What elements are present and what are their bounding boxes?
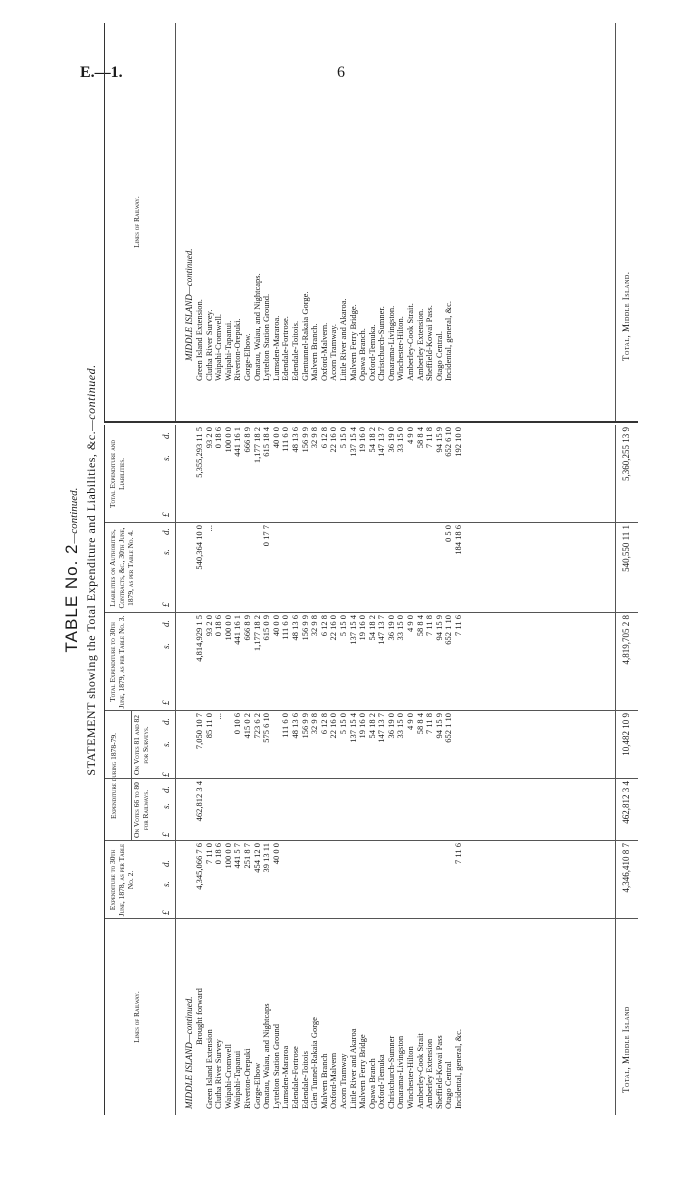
page-number: 6: [337, 64, 345, 81]
cell-c5: 540,364 10 0: [194, 525, 204, 570]
right-row-line-name: Waipahi-Cromwell.: [213, 313, 224, 381]
right-row-line-name: Amberley Extension.: [414, 308, 425, 381]
row-line-name: Sheffield-Kowai Pass: [433, 1035, 444, 1109]
cell-c6: 54 18 2: [366, 427, 377, 453]
table-row: [349, 425, 359, 1115]
row-line-name: Clutha River Survey: [213, 1039, 224, 1109]
table-row: [233, 425, 243, 1115]
lsd-label: s.: [161, 455, 171, 461]
cell-c3: 111 6 0: [280, 713, 291, 738]
right-row-line-name: Incidental, general, &c.: [443, 300, 454, 381]
cell-c6: 22 16 0: [328, 427, 339, 453]
right-row-line-name: Glentunnel-Rakaia Gorge.: [299, 291, 310, 381]
cell-c4: 33 15 0: [395, 615, 406, 641]
statement-subtitle: [84, 25, 99, 1115]
cell-c4: 36 19 0: [385, 615, 396, 641]
cell-c4: 1,177 18 2: [251, 615, 262, 652]
right-row-line-name: Oxford-Temuka.: [366, 324, 377, 381]
report-code: E.—1.: [80, 64, 123, 81]
row-line-name: Malvern Ferry Bridge: [357, 1034, 368, 1109]
right-col-lines-head: Lines of Railway.: [132, 196, 141, 248]
lsd-label: d.: [161, 620, 171, 627]
row-line-name: Oxford-Temuka: [376, 1054, 387, 1109]
table-row: [281, 425, 291, 1115]
table-row: [224, 425, 234, 1115]
table-row: [377, 425, 387, 1115]
cell-c4: 19 16 0: [357, 615, 368, 641]
cell-c6: 6 12 8: [318, 427, 329, 449]
lsd-label: d.: [161, 528, 171, 535]
right-row-line-name: Waipahi-Tapanui.: [222, 320, 233, 381]
table-row: [291, 425, 301, 1115]
cell-c4: 666 8 9: [241, 615, 252, 641]
right-row-line-name: Gorge-Elbow.: [241, 333, 252, 381]
right-total-rule: [615, 23, 616, 421]
lines-repeat-table: [104, 23, 638, 423]
lsd-label: £: [161, 700, 171, 705]
right-table-row: [444, 23, 454, 421]
table-row: [454, 425, 464, 1115]
cell-c4: 137 15 4: [347, 615, 358, 645]
cell-c6: 147 13 7: [376, 427, 387, 457]
cell-c4: 441 16 1: [232, 615, 243, 645]
cell-c6: 652 6 10: [443, 427, 454, 457]
row-line-name: Amberley Extension: [424, 1038, 435, 1109]
right-row-line-name: Winchester-Hilton.: [395, 316, 406, 381]
row-line-name: Green Island Extension: [203, 1029, 214, 1109]
cell-c3: 33 15 0: [395, 713, 406, 739]
cell-c3: 36 19 0: [385, 713, 396, 739]
right-row-line-name: Malvern Ferry Bridge.: [347, 304, 358, 381]
table-row: [358, 425, 368, 1115]
lsd-label: £: [161, 910, 171, 915]
cell-c4: 54 18 2: [366, 615, 377, 641]
cell-c4: 5 15 0: [337, 615, 348, 637]
cell-c3: 32 9 8: [309, 713, 320, 735]
subtitle-main: STATEMENT showing the Total Expenditure and Liabilities, &c.: [84, 430, 98, 776]
cell-c3: 415 0 2: [241, 713, 252, 739]
lsd-label: £: [161, 512, 171, 517]
cell-c6: 36 19 0: [385, 427, 396, 453]
row-line-name: Little River and Akaroa: [347, 1028, 358, 1109]
col-total-exp-head: Total Expenditure to 30th June, 1879, as per Table No. 3.: [108, 615, 126, 709]
cell-c6: 58 8 4: [414, 427, 425, 449]
table-row: [214, 425, 224, 1115]
cell-c3: 58 8 4: [414, 713, 425, 735]
table-row: [243, 425, 253, 1115]
cell-c4: 48 13 6: [289, 615, 300, 641]
lsd-label: s.: [161, 549, 171, 555]
cell-c6: 19 16 0: [357, 427, 368, 453]
cell-c6: 5,355,293 11 5: [194, 427, 204, 478]
row-line-name: Gorge-Elbow: [251, 1062, 262, 1109]
table-row: [329, 425, 339, 1115]
cell-c5: 184 18 6: [453, 525, 464, 555]
cell-c3: 575 6 10: [261, 713, 272, 743]
row-line-name: Amberley-Cook Strait: [414, 1033, 425, 1109]
table-row: [368, 425, 378, 1115]
table-title-main: TABLE No. 2: [62, 543, 81, 653]
cell-c4: 7 11 6: [453, 615, 464, 636]
cell-c6: 94 15 9: [433, 427, 444, 453]
right-row-line-name: Little River and Akaroa.: [337, 298, 348, 381]
table-row: [320, 425, 330, 1115]
right-total-label: Total, Middle Island.: [621, 271, 631, 361]
row-line-name: Omatau, Waiau, and Nightcaps: [261, 1003, 272, 1109]
row-line-name: Opawa Branch: [366, 1058, 377, 1109]
cell-c4: 6 12 8: [318, 615, 329, 637]
cell-c1: 39 13 11: [261, 843, 272, 873]
cell-c4: 40 0 0: [270, 615, 281, 637]
cell-c4: 111 6 0: [280, 615, 291, 640]
cell-c5: ...: [203, 525, 214, 532]
cell-c4: 156 9 9: [299, 615, 310, 641]
row-line-name: Lyttelton Station Ground: [270, 1024, 281, 1109]
cell-c4: 7 11 8: [424, 615, 435, 636]
cell-c6: 93 2 0: [203, 427, 214, 449]
col-votes-81-82-head: On Votes 81 and 82 for Surveys.: [132, 714, 150, 776]
cell-c4: 93 2 0: [203, 615, 214, 637]
total-c6: 5,360,255 13 9: [621, 427, 631, 481]
cell-c5: 0 17 7: [261, 525, 272, 547]
table-row: [262, 425, 272, 1115]
cell-c6: 156 9 9: [299, 427, 310, 453]
cell-c4: 100 0 0: [222, 615, 233, 641]
cell-c3: 85 11 0: [203, 713, 214, 739]
lsd-label: s.: [161, 741, 171, 747]
cell-c6: 40 0 0: [270, 427, 281, 449]
cell-c3: 94 15 9: [433, 713, 444, 739]
total-c3: 10,482 10 9: [621, 713, 631, 756]
lsd-label: £: [161, 602, 171, 607]
row-line-name: Winchester-Hilton: [405, 1046, 416, 1109]
cell-c4: 147 13 7: [376, 615, 387, 645]
expenditure-rows: [183, 425, 464, 1115]
row-line-name: Brought forward: [194, 988, 204, 1045]
lsd-label: d.: [161, 860, 171, 867]
table-row: [205, 425, 215, 1115]
cell-c6: 192 10 0: [453, 427, 464, 457]
cell-c6: 4 9 0: [405, 427, 416, 444]
cell-c3: 137 15 4: [347, 713, 358, 743]
right-row-line-name: Omarama-Livingston.: [385, 305, 396, 381]
cell-c2: 462,812 3 4: [194, 781, 204, 822]
cell-c3: 652 1 10: [443, 713, 454, 743]
cell-c3: 5 15 0: [337, 713, 348, 735]
expenditure-table: [104, 425, 638, 1115]
table-row: [272, 425, 282, 1115]
right-row-line-name: Clutha River Survey.: [203, 309, 214, 381]
cell-c3: ...: [213, 713, 224, 720]
cell-c4: 4 9 0: [405, 615, 416, 632]
cell-c6: 441 16 1: [232, 427, 243, 457]
cell-c3: 4 9 0: [405, 713, 416, 730]
cell-c6: 7 11 8: [424, 427, 435, 448]
cell-c6: 137 15 4: [347, 427, 358, 457]
cell-c6: 615 18 4: [261, 427, 272, 457]
cell-c1: 100 0 0: [222, 843, 233, 869]
cell-c4: 32 9 8: [309, 615, 320, 637]
cell-c1: 7 11 0: [203, 843, 214, 864]
row-line-name: Edendale-Toitois: [299, 1051, 310, 1109]
cell-c6: 5 15 0: [337, 427, 348, 449]
right-header-rule: [175, 23, 176, 421]
cell-c5: 0 5 0: [443, 525, 454, 542]
cell-c3: 723 6 2: [251, 713, 262, 739]
table-title: [62, 25, 82, 1115]
cell-c1: 4,345,066 7 6: [194, 843, 204, 890]
right-row-line-name: Acorn Tramway.: [328, 323, 339, 381]
total-c4: 4,819,705 2 8: [621, 615, 631, 665]
right-row-line-name: Otago Central.: [433, 330, 444, 381]
cell-c6: 100 0 0: [222, 427, 233, 453]
row-line-name: Lumsden-Mararoa: [280, 1045, 291, 1109]
row-line-name: Waipahi-Tapanui: [232, 1050, 243, 1109]
col-liabilities-head: Liabilities on Authorities, Contracts, &c., 30th June, 1879, as per Table No. 4.: [108, 527, 135, 609]
cell-c1: 441 5 7: [232, 843, 243, 869]
right-row-line-name: Green Island Extension.: [194, 299, 204, 381]
cell-c3: 7 11 8: [424, 713, 435, 734]
row-line-name: Acorn Tramway: [337, 1053, 348, 1109]
cell-c3: 19 16 0: [357, 713, 368, 739]
right-row-line-name: Edendale-Toitois.: [289, 320, 300, 381]
cell-c4: 615 0 9: [261, 615, 272, 641]
right-row-line-name: Lumsden-Mararoa.: [270, 315, 281, 381]
cell-c4: 22 16 0: [328, 615, 339, 641]
cell-c1: 7 11 6: [453, 843, 464, 864]
right-row-line-name: Omatau, Waiau, and Nightcaps.: [251, 273, 262, 381]
right-row-line-name: Oxford-Malvern.: [318, 322, 329, 381]
lsd-label: £: [161, 772, 171, 777]
table-row: [416, 425, 426, 1115]
col-lines-head: Lines of Railway.: [132, 991, 141, 1043]
table-row: [406, 425, 416, 1115]
lsd-label: s.: [161, 643, 171, 649]
cell-c3: 48 13 6: [289, 713, 300, 739]
table-row: [301, 425, 311, 1115]
col-votes-66-80-head: On Votes 66 to 80 for Railways.: [132, 782, 150, 838]
cell-c6: 33 15 0: [395, 427, 406, 453]
cell-c4: 94 15 9: [433, 615, 444, 641]
cell-c1: 0 18 6: [213, 843, 224, 865]
right-row-line-name: Opawa Branch.: [357, 328, 368, 381]
col-total-exp-liab-head: Total Expenditure and Liabilities.: [108, 439, 126, 509]
total-label: Total, Middle Island: [621, 1006, 631, 1093]
lsd-label: d.: [161, 718, 171, 725]
table-row: [387, 425, 397, 1115]
row-line-name: Otago Central: [443, 1061, 454, 1109]
row-line-name: Riverton-Orepuki: [241, 1048, 252, 1109]
header-rule: [175, 425, 176, 1115]
cell-c3: 54 18 2: [366, 713, 377, 739]
cell-c4: 652 1 10: [443, 615, 454, 645]
table-row: [396, 425, 406, 1115]
row-line-name: Omarama-Livingston: [395, 1035, 406, 1109]
rotated-page: [62, 25, 637, 1115]
cell-c6: 111 6 0: [280, 427, 291, 452]
cell-c6: 48 13 6: [289, 427, 300, 453]
right-row-line-name: Riverton-Orepuki.: [232, 318, 243, 381]
right-section-heading-text: MIDDLE ISLAND—continued.: [184, 248, 194, 361]
right-row-line-name: Malvern Branch.: [309, 323, 320, 381]
col-during-head: Expenditure during 1878-79.: [105, 711, 132, 841]
table-title-cont: —continued.: [68, 487, 80, 544]
lsd-label: £: [161, 832, 171, 837]
table-row: [425, 425, 435, 1115]
row-line-name: Malvern Branch: [318, 1053, 329, 1109]
row-line-name: Edendale-Fortrose: [289, 1046, 300, 1109]
cell-c3: 147 13 7: [376, 713, 387, 743]
table-row: [310, 425, 320, 1115]
cell-c4: 58 8 4: [414, 615, 425, 637]
cell-c3: 156 9 9: [299, 713, 310, 739]
lsd-label: d.: [161, 786, 171, 793]
row-line-name: Glen Tunnel-Rakaia Gorge: [309, 1017, 320, 1109]
right-row-line-name: Edendale-Fortrose.: [280, 316, 291, 381]
col-exp-1878-head: Expenditure to 30th June, 1878, as per Table No. 2.: [108, 843, 135, 917]
cell-c6: 32 9 8: [309, 427, 320, 449]
cell-c6: 1,177 18 2: [251, 427, 262, 464]
cell-c3: 22 16 0: [328, 713, 339, 739]
total-c5: 540,550 11 1: [621, 525, 631, 572]
right-row-line-name: Christchurch-Sumner.: [376, 306, 387, 381]
row-line-name: Incidental, general, &c.: [453, 1028, 464, 1109]
subtitle-cont: —continued.: [84, 364, 98, 431]
total-c2: 462,812 3 4: [621, 781, 631, 824]
row-line-name: Oxford-Malvern: [328, 1052, 339, 1109]
total-c1: 4,346,410 8 7: [621, 843, 631, 893]
cell-c3: 0 10 6: [232, 713, 243, 735]
lsd-label: s.: [161, 803, 171, 809]
lsd-label: s.: [161, 881, 171, 887]
cell-c4: 4,814,929 1 5: [194, 615, 204, 662]
cell-c1: 454 12 0: [251, 843, 262, 873]
cell-c6: 666 8 9: [241, 427, 252, 453]
right-row-line-name: Sheffield-Kowai Pass.: [424, 305, 435, 381]
table-row: [339, 425, 349, 1115]
cell-c3: 7,050 10 7: [194, 713, 204, 750]
right-row-line-name: Amberley-Cook Strait.: [405, 303, 416, 381]
cell-c4: 0 18 6: [213, 615, 224, 637]
right-row-line-name: Lyttelton Station Ground.: [261, 293, 272, 381]
cell-c3: 6 12 8: [318, 713, 329, 735]
row-line-name: Waipahi-Cromwell: [222, 1044, 233, 1109]
row-line-name: Christchurch-Sumner: [385, 1035, 396, 1109]
cell-c6: 0 18 6: [213, 427, 224, 449]
cell-c1: 251 8 7: [241, 843, 252, 869]
lsd-label: d.: [161, 432, 171, 439]
cell-c1: 40 0 0: [270, 843, 281, 865]
section-heading-text: MIDDLE ISLAND—continued.: [184, 996, 194, 1109]
total-rule: [615, 425, 616, 1115]
right-rows: [183, 23, 454, 421]
